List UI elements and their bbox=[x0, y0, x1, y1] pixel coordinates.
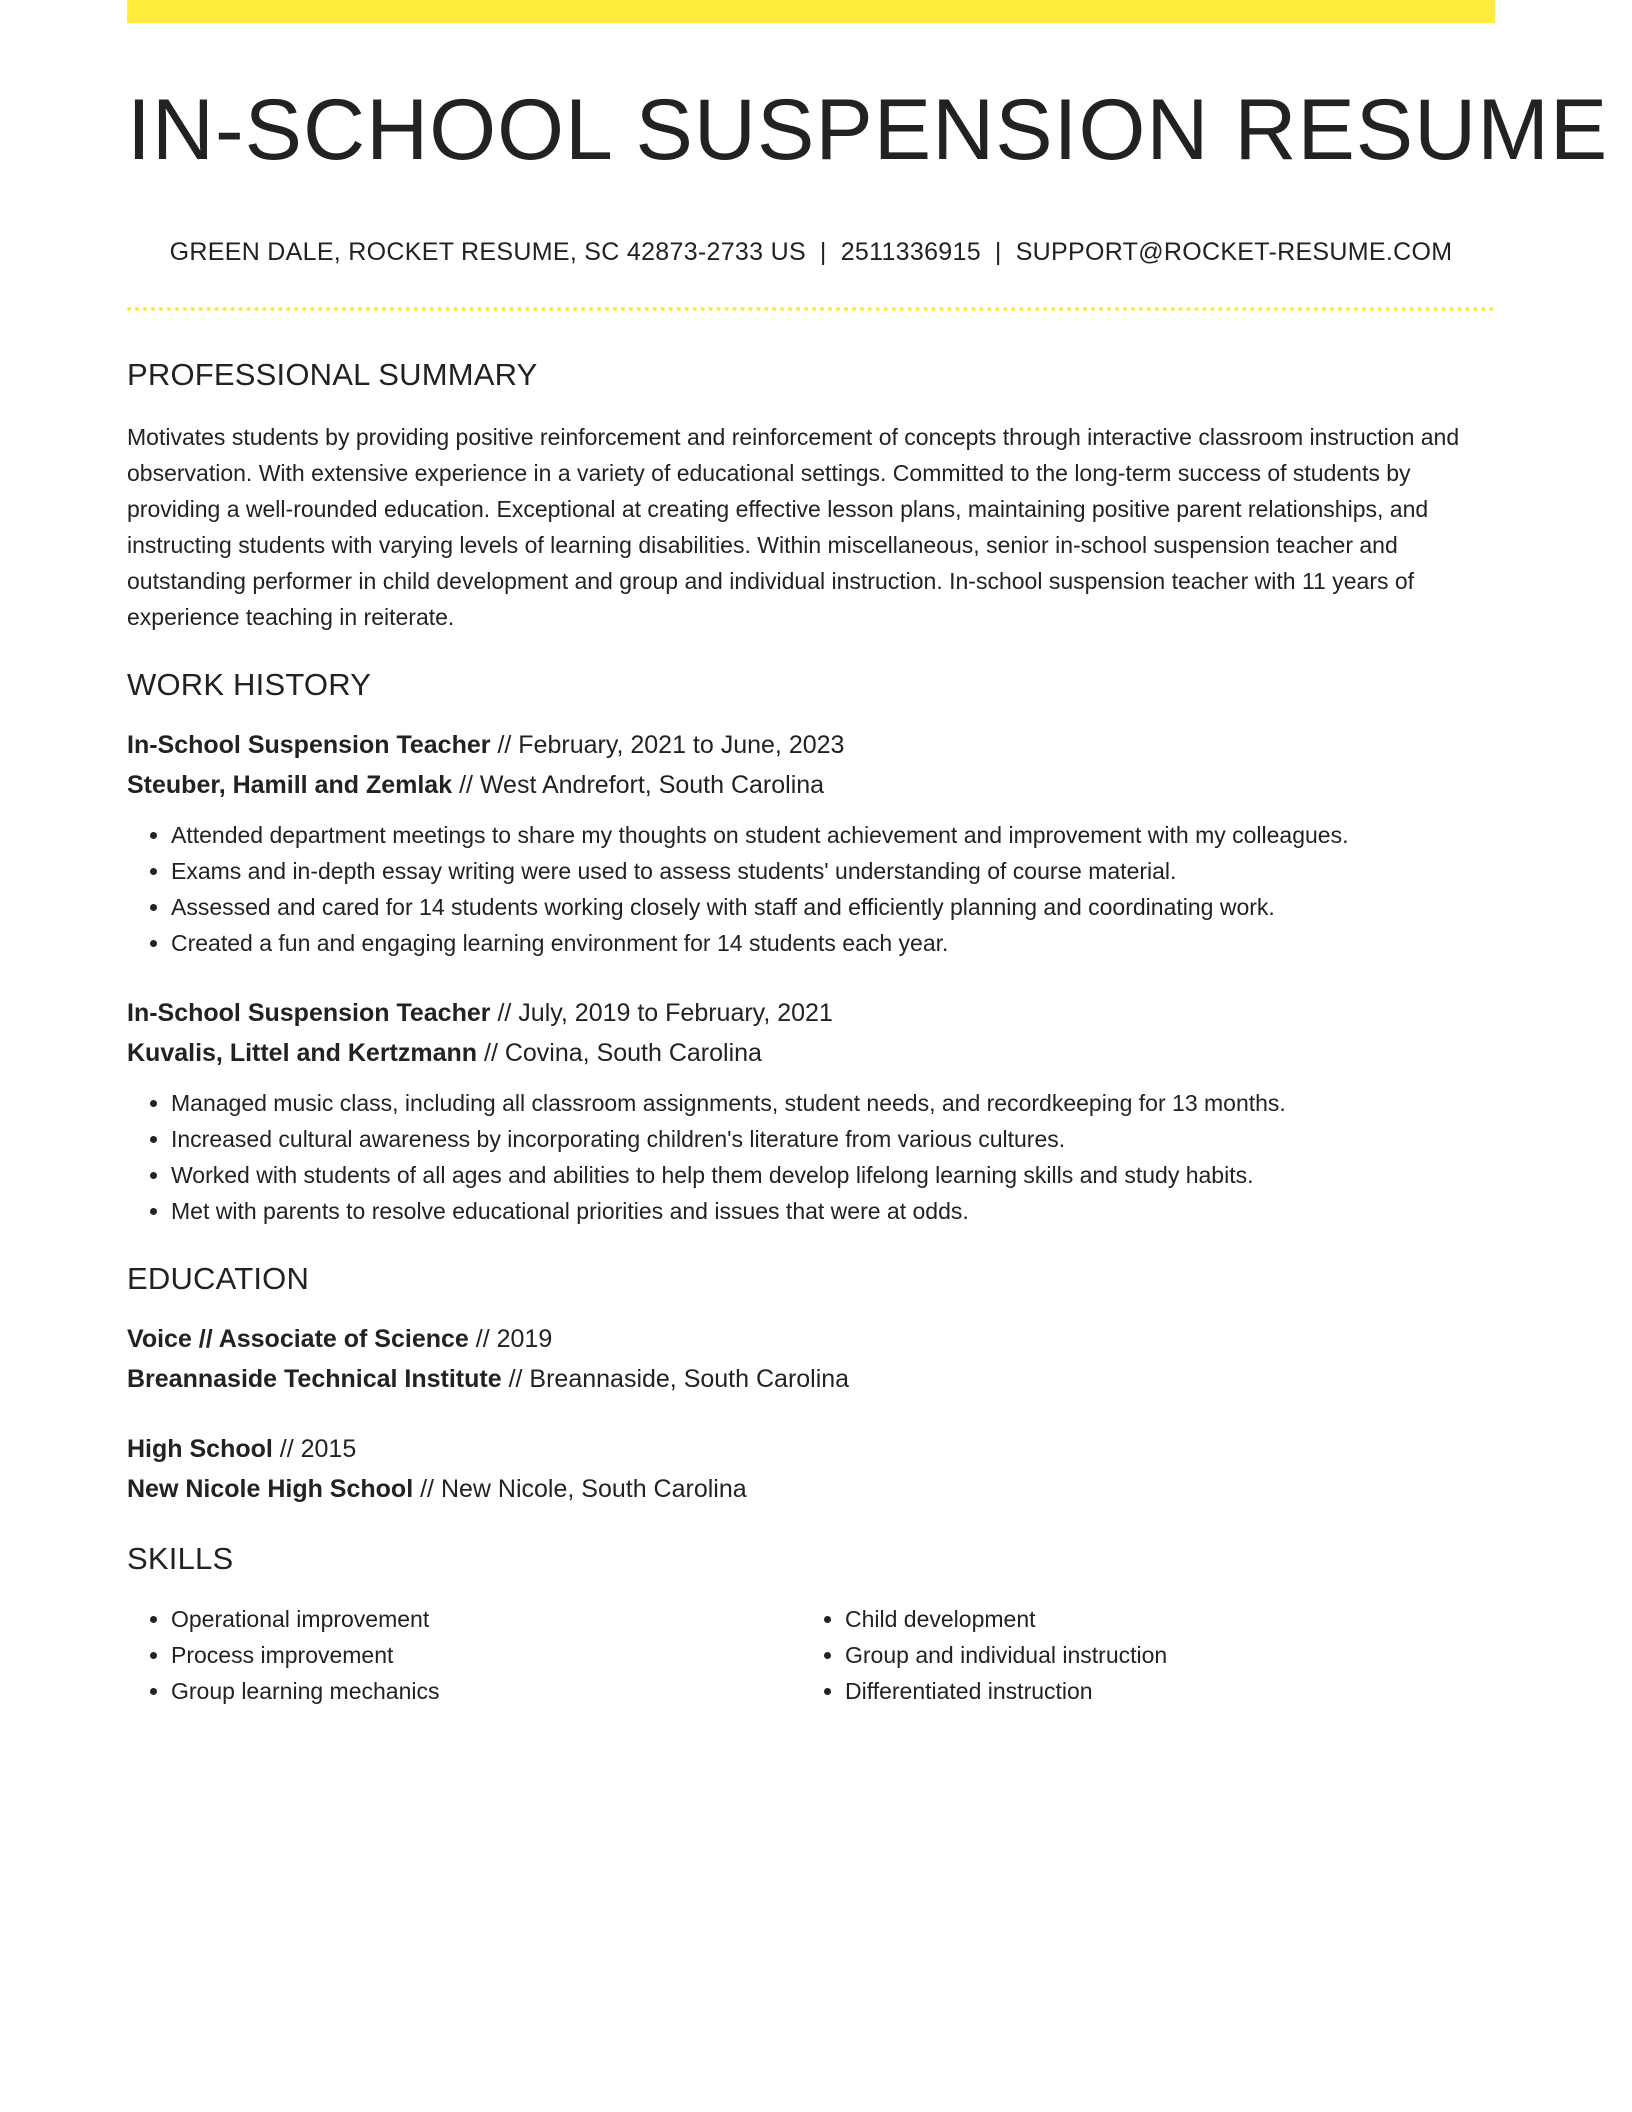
skills-list bbox=[127, 1601, 801, 1709]
job-role: In-School Suspension Teacher bbox=[127, 730, 491, 759]
education-degree: High School bbox=[127, 1434, 273, 1463]
skill-item: • Group and individual instruction bbox=[845, 1637, 1475, 1673]
contact-separator: | bbox=[994, 237, 1002, 266]
job-entry bbox=[127, 993, 1495, 1229]
job-company-line bbox=[127, 1033, 1495, 1073]
job-bullet: • Managed music class, including all classroom assignments, student needs, and recordkeeping for 13 months. bbox=[171, 1085, 1495, 1121]
skills-heading: SKILLS bbox=[127, 1540, 234, 1576]
skill-item: • Differentiated instruction bbox=[845, 1673, 1475, 1709]
job-location: // Covina, South Carolina bbox=[484, 1038, 762, 1067]
job-role: In-School Suspension Teacher bbox=[127, 998, 491, 1027]
job-bullet: • Assessed and cared for 14 students working closely with staff and efficiently planning and coordinating work. bbox=[171, 889, 1495, 925]
job-title-line bbox=[127, 725, 1495, 765]
skills-list bbox=[801, 1601, 1475, 1709]
job-bullet: • Met with parents to resolve educational priorities and issues that were at odds. bbox=[171, 1193, 1495, 1229]
skill-item: • Group learning mechanics bbox=[171, 1673, 801, 1709]
skills-column-right bbox=[801, 1601, 1475, 1709]
education-school-line bbox=[127, 1469, 1495, 1509]
work-history-heading: WORK HISTORY bbox=[127, 666, 372, 702]
job-title-line bbox=[127, 993, 1495, 1033]
summary-text: Motivates students by providing positive reinforcement and reinforcement of concepts through interactive classroom instruction and observation. With extensive experience in a variety of educational settings. Committed to the long-term success of students by providing a well-rounded education. Exceptional at creating effective lesson plans, maintaining positive parent relationships, and instructing students with varying levels of learning disabilities. Within miscellaneous, senior in-school suspension teacher and outstanding performer in child development and group and individual instruction. In-school suspension teacher with 11 years of experience teaching in reiterate. bbox=[127, 423, 1460, 630]
education-degree: Voice // Associate of Science bbox=[127, 1324, 469, 1353]
education-entry bbox=[127, 1429, 1495, 1509]
summary-heading: PROFESSIONAL SUMMARY bbox=[127, 356, 538, 392]
job-bullet: • Exams and in-depth essay writing were used to assess students' understanding of course material. bbox=[171, 853, 1495, 889]
education-degree-line bbox=[127, 1319, 1495, 1359]
accent-bar bbox=[127, 0, 1495, 23]
education-school: New Nicole High School bbox=[127, 1474, 414, 1503]
job-bullet: • Created a fun and engaging learning environment for 14 students each year. bbox=[171, 925, 1495, 961]
job-company: Kuvalis, Littel and Kertzmann bbox=[127, 1038, 478, 1067]
job-bullets bbox=[127, 817, 1495, 961]
job-bullet: • Increased cultural awareness by incorporating children's literature from various cultures. bbox=[171, 1121, 1495, 1157]
contact-line bbox=[127, 238, 1495, 267]
job-dates: // February, 2021 to June, 2023 bbox=[497, 730, 845, 759]
education-school-line bbox=[127, 1359, 1495, 1399]
job-entry bbox=[127, 725, 1495, 961]
contact-address: GREEN DALE, ROCKET RESUME, SC 42873-2733 US bbox=[169, 237, 806, 266]
skills-column-left bbox=[127, 1601, 801, 1709]
header-divider bbox=[127, 307, 1495, 311]
education-location: // New Nicole, South Carolina bbox=[420, 1474, 747, 1503]
job-bullet: • Attended department meetings to share my thoughts on student achievement and improvement with my colleagues. bbox=[171, 817, 1495, 853]
education-entry bbox=[127, 1319, 1495, 1399]
job-company-line bbox=[127, 765, 1495, 805]
education-year: // 2019 bbox=[475, 1324, 553, 1353]
job-bullet: • Worked with students of all ages and abilities to help them develop lifelong learning skills and study habits. bbox=[171, 1157, 1495, 1193]
contact-phone: 2511336915 bbox=[840, 237, 981, 266]
education-degree-line bbox=[127, 1429, 1495, 1469]
job-bullets bbox=[127, 1085, 1495, 1229]
job-company: Steuber, Hamill and Zemlak bbox=[127, 770, 453, 799]
education-school: Breannaside Technical Institute bbox=[127, 1364, 502, 1393]
skill-item: • Process improvement bbox=[171, 1637, 801, 1673]
resume-title: IN-SCHOOL SUSPENSION RESUME bbox=[127, 82, 1609, 178]
contact-email: SUPPORT@ROCKET-RESUME.COM bbox=[1015, 237, 1453, 266]
education-location: // Breannaside, South Carolina bbox=[508, 1364, 850, 1393]
resume-page bbox=[127, 23, 1609, 1709]
education-heading: EDUCATION bbox=[127, 1260, 310, 1296]
job-dates: // July, 2019 to February, 2021 bbox=[497, 998, 833, 1027]
skill-item: • Operational improvement bbox=[171, 1601, 801, 1637]
skills-grid bbox=[127, 1601, 1495, 1709]
contact-separator: | bbox=[819, 237, 827, 266]
job-location: // West Andrefort, South Carolina bbox=[459, 770, 825, 799]
education-year: // 2015 bbox=[279, 1434, 357, 1463]
skill-item: • Child development bbox=[845, 1601, 1475, 1637]
